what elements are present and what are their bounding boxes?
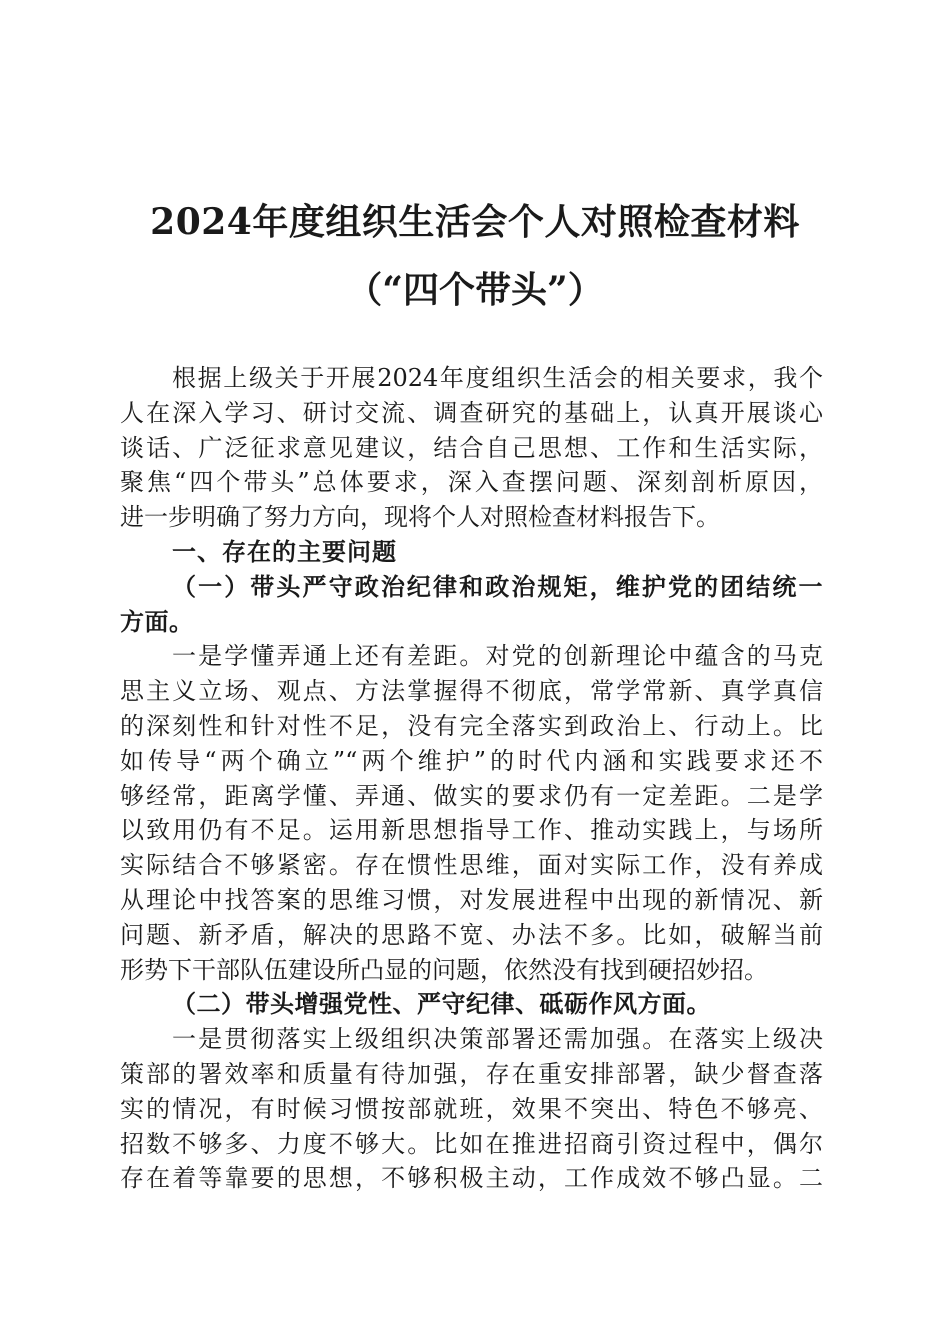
paragraph-line: 策部的署效率和质量有待加强，存在重安排部署，缺少督查落: [120, 1059, 823, 1088]
paragraph-implementation: [120, 1022, 823, 1196]
paragraph-line: 以致用仍有不足。运用新思想指导工作、推动实践上，与场所: [120, 816, 823, 845]
paragraph-line: 实的情况，有时候习惯按部就班，效果不突出、特色不够亮、: [120, 1094, 823, 1123]
paragraph-line: 的深刻性和针对性不足，没有完全落实到政治上、行动上。比: [120, 711, 823, 740]
section-heading: 一、存在的主要问题: [172, 537, 397, 566]
paragraph-line: 从理论中找答案的思维习惯，对发展进程中出现的新情况、新: [120, 885, 823, 914]
subheading-line: （一）带头严守政治纪律和政治规矩，维护党的团结统一: [172, 571, 823, 601]
paragraph-line: 进一步明确了努力方向，现将个人对照检查材料报告下。: [120, 503, 720, 532]
subsection-heading-1: [120, 570, 823, 640]
paragraph-line: 够经常，距离学懂、弄通、做实的要求仍有一定差距。二是学: [120, 781, 823, 810]
paragraph-line: 问题、新矛盾，解决的思路不宽、办法不多。比如，破解当前: [120, 920, 823, 949]
paragraph-line: 招数不够多、力度不够大。比如在推进招商引资过程中，偶尔: [120, 1129, 823, 1158]
subheading-line: 方面。: [120, 606, 194, 636]
paragraph-line: 思主义立场、观点、方法掌握得不彻底，常学常新、真学真信: [120, 677, 823, 706]
paragraph-line: 实际结合不够紧密。存在惯性思维，面对实际工作，没有养成: [120, 851, 823, 880]
document-subtitle: （“四个带头”）: [346, 269, 604, 311]
paragraph-line: 谈话、广泛征求意见建议，结合自己思想、工作和生活实际，: [120, 433, 823, 462]
paragraph-line: 根据上级关于开展2024年度组织生活会的相关要求，我个: [172, 364, 823, 392]
paragraph-line: 一是学懂弄通上还有差距。对党的创新理论中蕴含的马克: [172, 642, 823, 671]
paragraph-line: 一是贯彻落实上级组织决策部署还需加强。在落实上级决: [172, 1025, 823, 1054]
document-title: 2024年度组织生活会个人对照检查材料: [150, 201, 800, 243]
document-body: [120, 361, 823, 1196]
paragraph-line: 如传导“两个确立”“两个维护”的时代内涵和实践要求还不: [120, 746, 823, 775]
intro-paragraph: [120, 361, 823, 535]
paragraph-line: 形势下干部队伍建设所凸显的问题，依然没有找到硬招妙招。: [120, 955, 768, 984]
paragraph-study: [120, 639, 823, 987]
subsection-heading-2: （二）带头增强党性、严守纪律、砥砺作风方面。: [172, 989, 711, 1019]
paragraph-line: 存在着等靠要的思想，不够积极主动，工作成效不够凸显。二: [120, 1164, 823, 1193]
paragraph-line: 人在深入学习、研讨交流、调查研究的基础上，认真开展谈心: [120, 398, 823, 427]
paragraph-line: 聚焦“四个带头”总体要求，深入查摆问题、深刻剖析原因，: [120, 468, 823, 497]
